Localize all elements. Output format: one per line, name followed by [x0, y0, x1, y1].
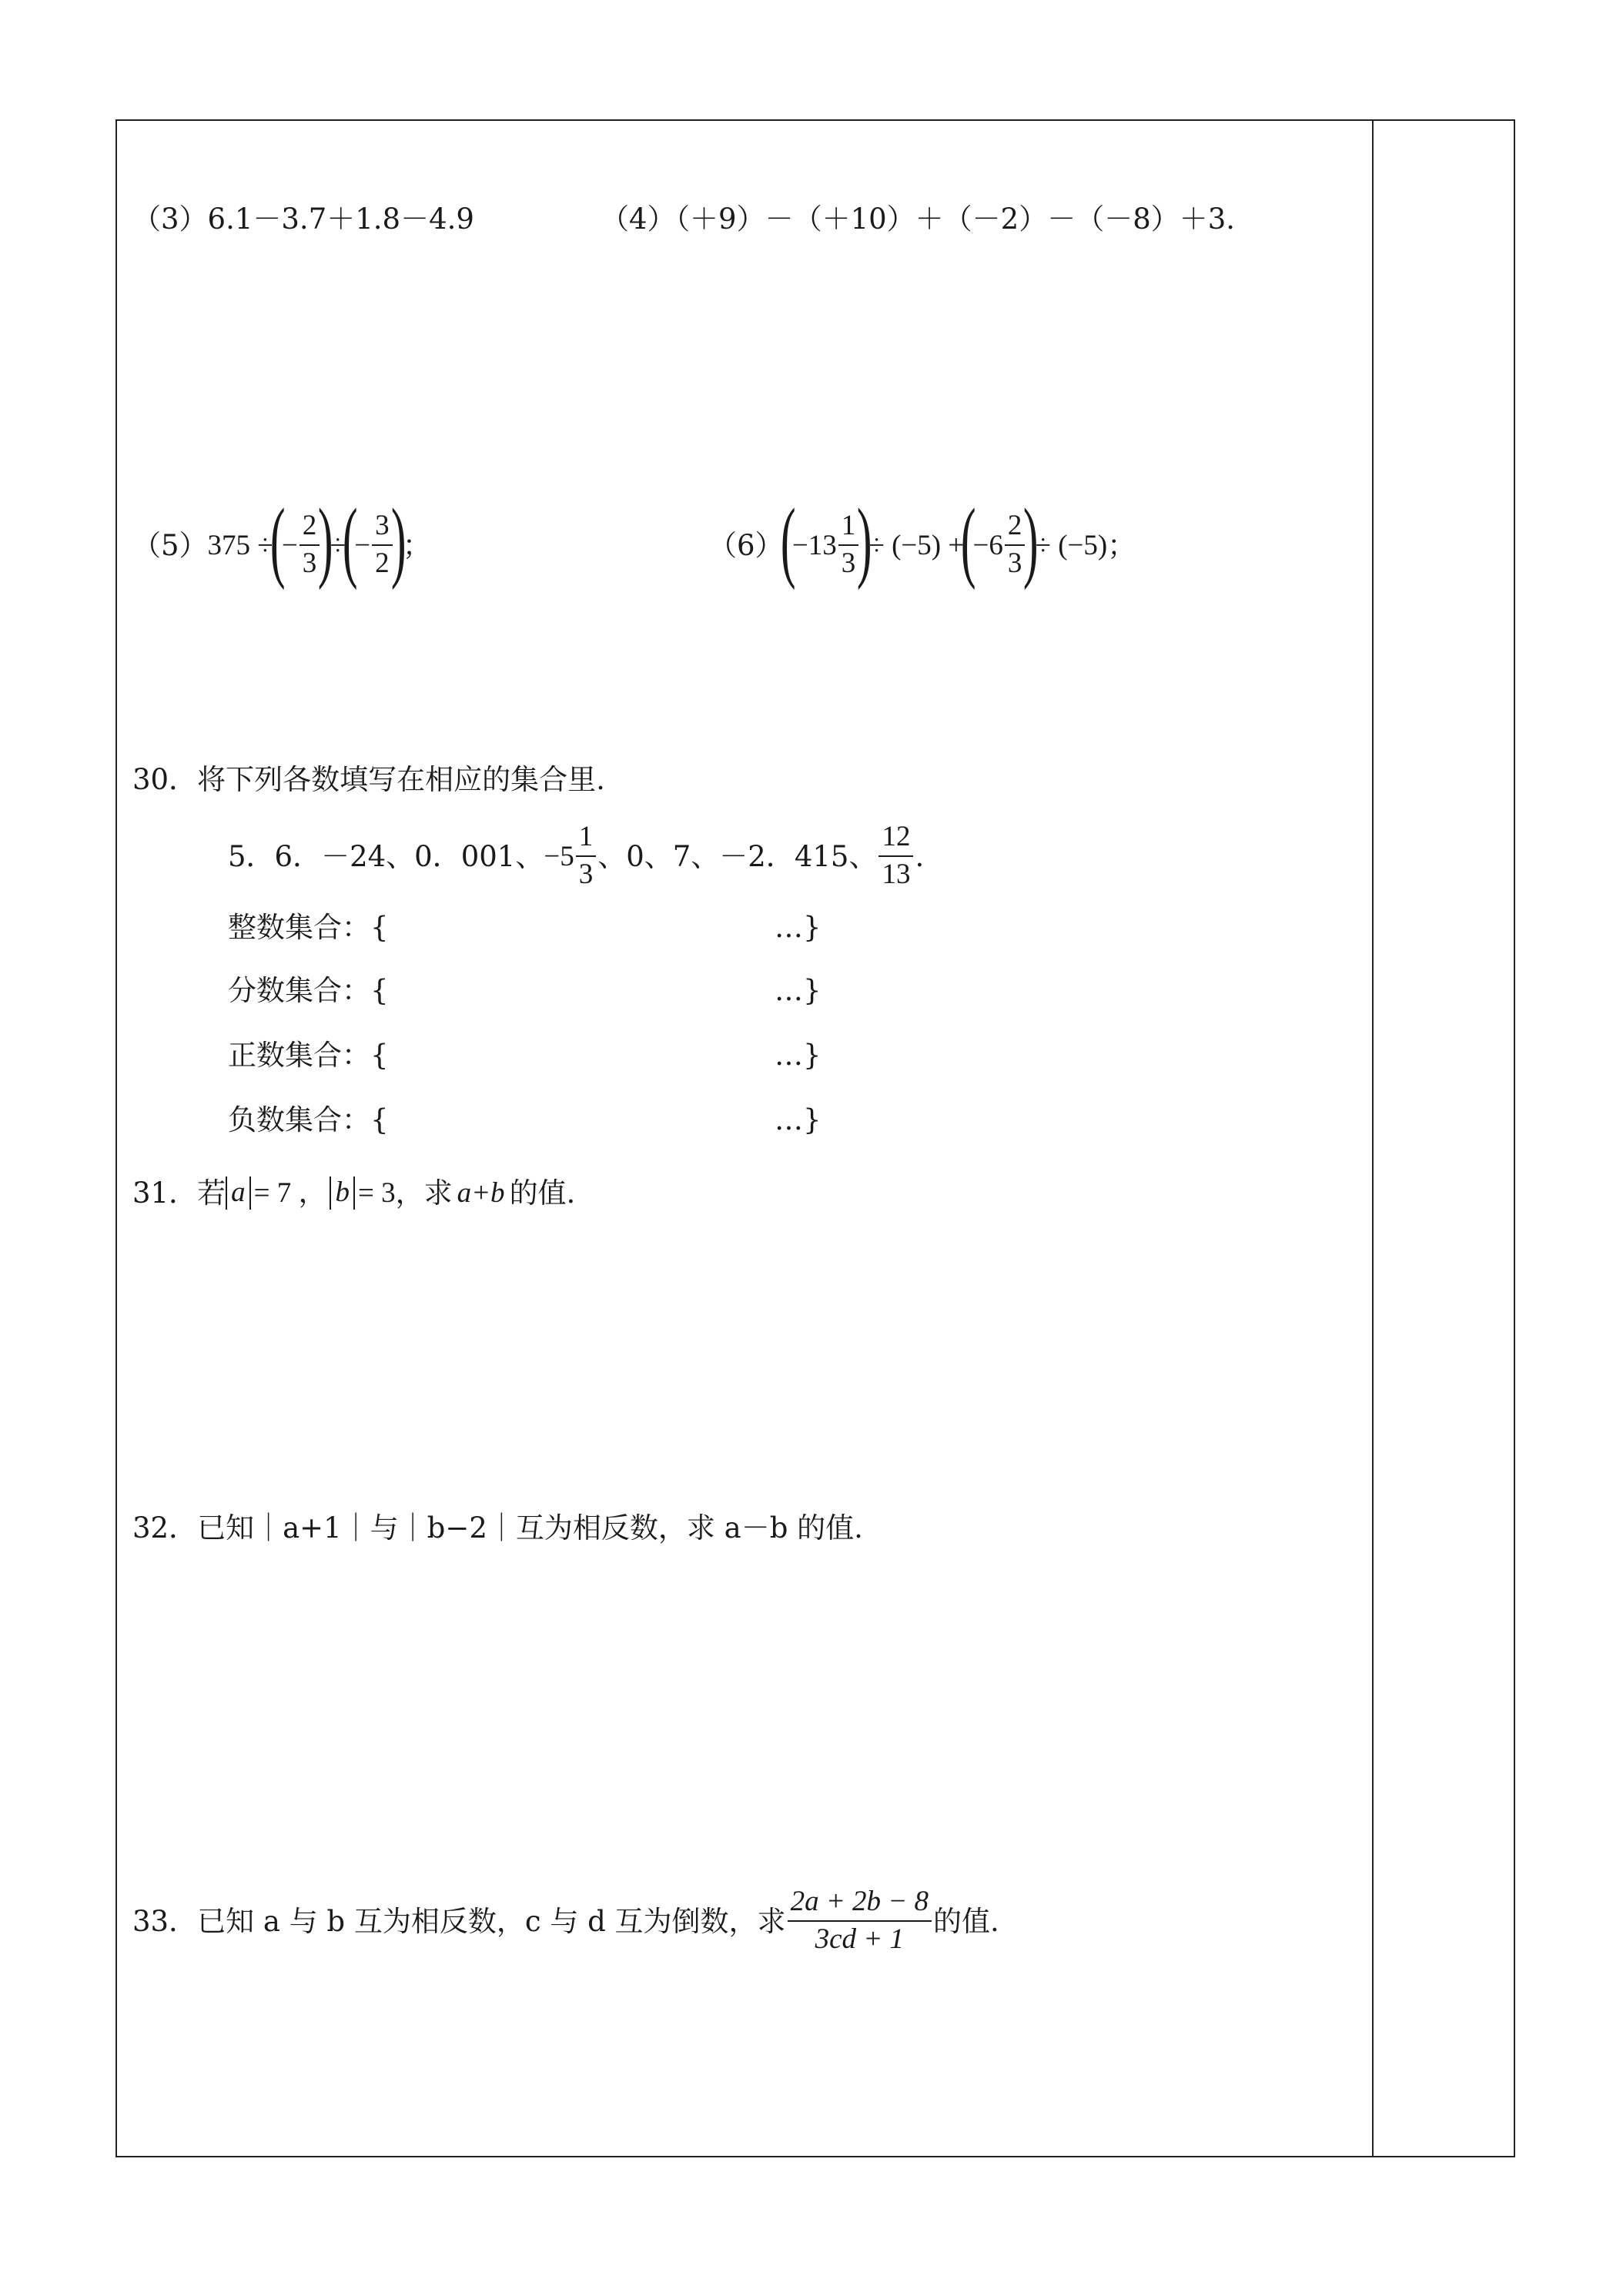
mixed-number-6-2-3: $\frac{2}{3}$ [1005, 511, 1026, 579]
problem-30-numbers: 5．6．－24、0．001、 −5 $\frac{1}{3}$ 、0、7、－2．415、 $\frac{12}{13}$ . [228, 821, 925, 890]
negative-set-line: 负数集合：{ …} [228, 1103, 822, 1136]
problem-32: 32．已知｜a+1｜与｜b−2｜互为相反数，求 a－b 的值. [132, 1511, 863, 1545]
fraction-set-line: 分数集合：{ …} [228, 974, 822, 1007]
problem-29-4: （4）（＋9）－（＋10）＋（－2）－（－8）＋3. [601, 202, 1236, 236]
problem-29-3: （3）6.1－3.7＋1.8－4.9 [132, 202, 474, 236]
fraction-12-13: $\frac{12}{13}$ [878, 822, 913, 890]
problem-33: 33．已知 a 与 b 互为相反数，c 与 d 互为倒数，求 $\frac{2a + 2b - 8}{3cd + 1}$ 的值. [132, 1886, 999, 1955]
fraction-neg-2-3: $\frac{2}{3}$ [300, 511, 320, 579]
problem-30-title: 30．将下列各数填写在相应的集合里. [132, 763, 605, 796]
problem-29-5: （5） 375 ÷ ( − $\frac{2}{3}$ ) ÷ ( − $\frac{3}{2}$ ) ； [132, 490, 431, 591]
mixed-number-5-1-3: $\frac{1}{3}$ [576, 822, 597, 890]
integer-set-line: 整数集合：{ …} [228, 911, 822, 944]
fraction-expression: $\frac{2a + 2b - 8}{3cd + 1}$ [788, 1887, 932, 1955]
worksheet-frame [115, 119, 1515, 2157]
positive-set-line: 正数集合：{ …} [228, 1039, 822, 1072]
margin-column-divider [1372, 119, 1374, 2157]
problem-29-6: （6） ( −13 $\frac{1}{3}$ ) ÷ (−5) + ( −6 $\frac{2}{3}$ ) ÷ (−5) ； [708, 490, 1136, 591]
problem-31: 31．若 a = 7 ， b = 3 ，求 a+b 的值. [132, 1176, 576, 1210]
fraction-neg-3-2: $\frac{3}{2}$ [372, 511, 393, 579]
mixed-number-13-1-3: $\frac{1}{3}$ [838, 511, 859, 579]
